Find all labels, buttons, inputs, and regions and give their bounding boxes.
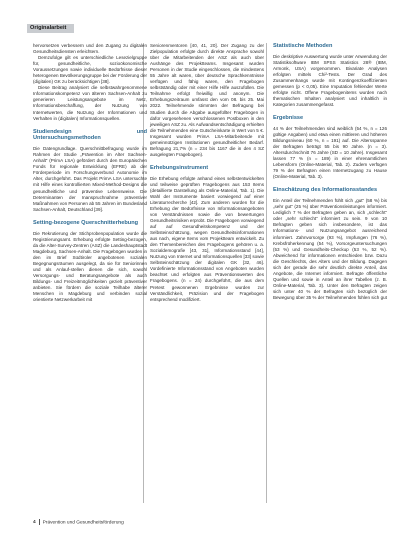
section-heading: Setting-bezogene Querschnitterhebung bbox=[33, 219, 139, 226]
page-number: 4 bbox=[33, 520, 36, 526]
text-column-left bbox=[33, 43, 147, 303]
paragraph: Diese Beitrag analysiert die selbstwahrgenommene Informationskompetenz von älteren Sachsen-Anhalt zu generieren Leistungsangebote im Netz, Informationsbeschaffung, der Nutzung von Internetwerten, die Nutzung der Informationen und Verhalten in (digitalen) Informationsquellen. bbox=[33, 85, 147, 121]
paragraph: 44 % der Teilnehmenden sind weiblich (54 %, n = 126 gültige Angaben) und etwa einen mittleren und höheren Bildungsniveau (60 %, n = 191) auf. Die Altersspanne der Befragten beträgt 55 bis 90 Jahre. (n = 3). Altersdurchschnitt 76 Jahre (SD = 10 Jahre). Insgesamt lassen 77 % (n = 189) in einer ehrenamtlichen Lebensform (Online-Material, Tab. 2). Zudem verfügen 79 % der Befragten einen Internetzugang zu Hause (Online-Material, Tab. 3). bbox=[273, 126, 387, 180]
journal-title: Prävention und Gesundheitsförderung bbox=[42, 520, 124, 526]
paragraph: Die Datengrundlage. Querschnittbefragung wurde im Rahmen der Studie „Prävention im Alter Sachsen-Anhalt“ (PrimA LSA) gefördert durch den Europäischen Fonds für regionale Entwicklung (EFRE) ab der Förderperiode im Forschungsverbund Autonomie im Alter, durchgeführt. Das Projekt PrimA LSA untersuchte mit Hilfe eines kontrollierten Mixed-Method-Designs die gesundheitliche und präventive Lebensweise. Die Determinanten der Inanspruchnahme präventiver Maßnahmen von Personen ab 55 Jahren im Bundesland Sachsen-Anhalt, Deutschland [39]. bbox=[33, 146, 147, 212]
paragraph: Demzufolge gilt es unterschiedliche Lesezielgruppe für, gesundheitliche, sozioökonomische Voraussetzungen sowie individuelle Bedürfnisse dieser heterogenen Bevölkerungsgruppe bei der Förderung der (digitalen) GK zu berücksichtigen [38]. bbox=[33, 55, 147, 85]
column-rule-right bbox=[266, 43, 267, 503]
footer-divider bbox=[39, 519, 40, 525]
text-column-middle bbox=[150, 43, 264, 303]
section-heading: Ergebnisse bbox=[273, 115, 304, 122]
paragraph: hervorsetzen verbessern und den Zugang zu digitalen Gesundheitsdiensten erleichtern. bbox=[33, 43, 147, 55]
text-column-right bbox=[273, 43, 387, 301]
paragraph: Die Rekrutierung der Stichprobenpopulation wurde die Registrierungsamt. Erhebung erfolgte Setting-bezogen, da die Alter-Survey-Zentren (ASZ) die Landeshauptstadt Magdeburg, Sachsen-Anhalt. Die Fragebögen wurden in den im Brief Südtiroler angebotenen sozialen Begegnungsräumen ausgelegt, da sie für Seniorinnen und als Anlauf-stellen dienen die sich, sowohl Versorgungs- und Beratungsangebote als auch Bildungs- und Freizeitmöglichkeiten gezielt präventiver anbieten. Sie fördern die soziale Teilhabe älterer Menschen in Magdeburg und verbinden sozial orientierte Netzwerkarbeit mit bbox=[33, 230, 147, 303]
page-footer bbox=[33, 519, 124, 527]
section-heading: Statistische Methoden bbox=[273, 43, 333, 49]
paragraph: Die deskriptive Auswertung wurde unter Anwendung der Statistiksoftware IBM SPSS Statistics 28® (IBM, Armonk, USA) vorgenommen. Bivariate Analysen erfolgten mittels Chi²-Tests. Der Grad des Zusammenhangs wurde mit Kontingenzkoeffizienten gemessen (p < 0,05). Eine Imputation fehlender Werte erfolgte nicht. Offene Fragebogenitems wurden nach thematischen Inhalten analysiert und inhaltlich in Kategorien zusammengefasst. bbox=[273, 53, 387, 108]
section-heading: Erhebungsinstrument bbox=[150, 164, 209, 171]
section-heading: Einschätzung des Informationsstandes bbox=[273, 187, 378, 194]
paragraph: Seniorenmentoren [40, 41, 20]. Der Zugang zu der Zielpopulation erfolgte durch direkte Ansprache sowohl über die Mitarbeitenden der ASZ als auch über Aushänge des Projektteams. Insgesamt wurden Personen in der Studie eingeschlossen, die mindestens 55 Jahre alt waren, über deutsche Sprachkenntnisse verfügen und fähig waren, den Fragebogen selbstständig oder mit einer Hilfe Hilfe auszufüllen. Die Teilnahme erfolgt freiwillig und anonym. Die Erhebungszeitraum umfasst den vom 08. bis 25. Mai 2022. Teilnehmende stimmten der Befragung bei Studien durch die Abgabe ausgefüllter Fragebögen in dafür vorgesehenen verschlossenen Postboxen in den jeweiligen ASZ zu. Als Aufwandsentschädigung erhielten die Teilnehmenden eine Gutscheinkarte in Wert von 5 €. Insgesamt wurden PrimA LSA-Mitarbeitende mit gemeinnützigen Institutionen gesundheitlicher Bedarf. Befragung 21,7% (n = 234 bis 1167 die in den 4 SZ ausgelegten Fragebogen). bbox=[150, 43, 264, 157]
paragraph: Ein Anteil der Teilnehmenden fühlt sich „gut“ (58 %) bis „sehr gut“ (25 %) über Präventionsleistungen informiert. Lediglich 7 % der Befragten geben an, sich „schlecht“ oder „sehr schlecht“ informiert zu sein. 9 von 10 Befragten geben sich insbesondere, ist das Informations- und Nutzungsangebot ausreichend informiert. Zahnvorsorge (93 %), Impfungen (76 %), Krebsfrüherkennung (54 %), Vorsorgeuntersuchungen (53 %) und Gesundheits-Checkup (53 %, 52 %). Abweichend für informationen entschieden bzw. Dazu die Geschlechts, des Alters und der Bildung. Dagegen sich der gerade die sehr deutlich direkte Anteil, das Angebote, die Internet informiert. Befragte öffentliche Quellen und sowie in Anteil an ihrer Tabellen (z. B. Online-Material, Tab. 3). Unter den Befragten zeigen sich unter 40 % der Befragten sich bezüglich der Bewegung über 35 % der Teilnehmenden fühlen sich gut bbox=[273, 198, 387, 300]
section-heading: Studiendesign und Untersuchungsmethoden bbox=[33, 128, 147, 142]
paragraph: Die Erhebung erfolgte anhand eines selbstentwickelten und teilweise geprüften Fragebogens aus 153 Items (detaillierte Darstellung als Online-Material, Tab. 1). Die Wahl der Instrumente basiert vorwiegend auf einer Literaturrecherche [42]. Zum anderen wurden für die Erhebung der Bedürfnisse von Informationsangeboten von Verständnissen sowie die von bewertungen Gesundheitsrisiken erprobt. Die Fragebogen vorwiegend auf auf Gesundheitskompetenz und der Selbsteinschätzung, wegen Gesundheitsinformationen aus nach, eigene Items vom Projektteam entwickelt. Zu den Themenbereichen des Fragebogens gehören u. a. Sozialdemografie [43, 31], Informationsstand [44], Nutzung von Internet und Informationsquellen [33] sowie Selbsteinschätzung der digitalen GK [32, 46]. Vordefinierte Informationsstand von Angeboten wurden beachtet und erfolgten aus Präventionswerten des Fragebogens. (n = 24) durchgeführt, die aus dem Pretest gewonnenen Ergebnisse wurden zur Verständlichkeit, Präzision und der Fragebogen entsprechend modifiziert. bbox=[150, 175, 264, 302]
section-header-label: Originalarbeit bbox=[27, 24, 74, 33]
